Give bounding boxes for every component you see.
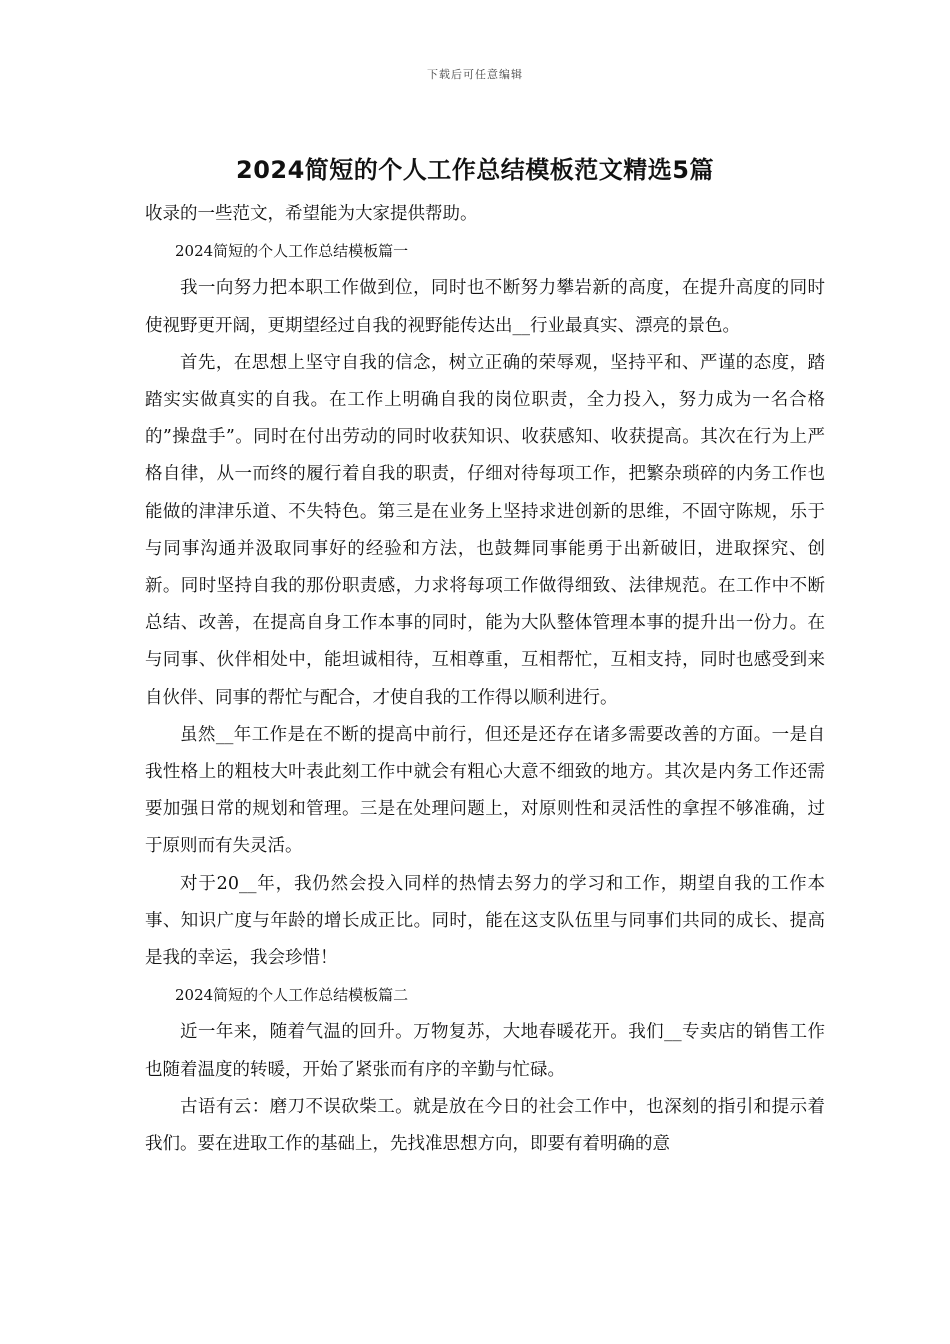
- document-title: 2024简短的个人工作总结模板范文精选5篇: [236, 156, 714, 184]
- section-heading-2: 2024简短的个人工作总结模板篇二: [175, 986, 409, 1005]
- section-heading-1: 2024简短的个人工作总结模板篇一: [175, 242, 409, 261]
- body-paragraph: 首先，在思想上坚守自我的信念，树立正确的荣辱观，坚持平和、严谨的态度，踏踏实实做真实的自我。在工作上明确自我的岗位职责，全力投入，努力成为一名合格的”操盘手”。同时在付出劳动的同时收获知识、收获感知、收获提高。其次在行为上严格自律，从一而终的履行着自我的职责，仔细对待每项工作，把繁杂琐碎的内务工作也能做的津津乐道、不失特色。第三是在业务上坚持求进创新的思维，不固守陈规，乐于与同事沟通并汲取同事好的经验和方法，也鼓舞同事能勇于出新破旧，进取探究、创新。同时坚持自我的那份职责感，力求将每项工作做得细致、法律规范。在工作中不断总结、改善，在提高自身工作本事的同时，能为大队整体管理本事的提升出一份力。在与同事、伙伴相处中，能坦诚相待，互相尊重，互相帮忙，互相支持，同时也感受到来自伙伴、同事的帮忙与配合，才使自我的工作得以顺利进行。: [145, 352, 825, 708]
- body-paragraph: 古语有云：磨刀不误砍柴工。就是放在今日的社会工作中，也深刻的指引和提示着我们。要在进取工作的基础上，先找准思想方向，即要有着明确的意: [145, 1096, 825, 1155]
- document-body: [145, 196, 825, 1163]
- body-paragraph: 虽然__年工作是在不断的提高中前行，但还是还存在诸多需要改善的方面。一是自我性格上的粗枝大叶表此刻工作中就会有粗心大意不细致的地方。其次是内务工作还需要加强日常的规划和管理。三是在处理问题上，对原则性和灵活性的拿捏不够准确，过于原则而有失灵活。: [145, 724, 825, 857]
- body-paragraph: 近一年来，随着气温的回升。万物复苏，大地春暖花开。我们__专卖店的销售工作也随着温度的转暖，开始了紧张而有序的辛勤与忙碌。: [145, 1022, 825, 1080]
- body-paragraph: 我一向努力把本职工作做到位，同时也不断努力攀岩新的高度，在提升高度的同时使视野更开阔，更期望经过自我的视野能传达出__行业最真实、漂亮的景色。: [145, 278, 825, 336]
- body-paragraph: 对于20__年，我仍然会投入同样的热情去努力的学习和工作，期望自我的工作本事、知识广度与年龄的增长成正比。同时，能在这支队伍里与同事们共同的成长、提高是我的幸运，我会珍惜！: [145, 873, 825, 969]
- header-note: 下载后可任意编辑: [427, 68, 523, 81]
- intro-paragraph: 收录的一些范文，希望能为大家提供帮助。: [145, 204, 478, 224]
